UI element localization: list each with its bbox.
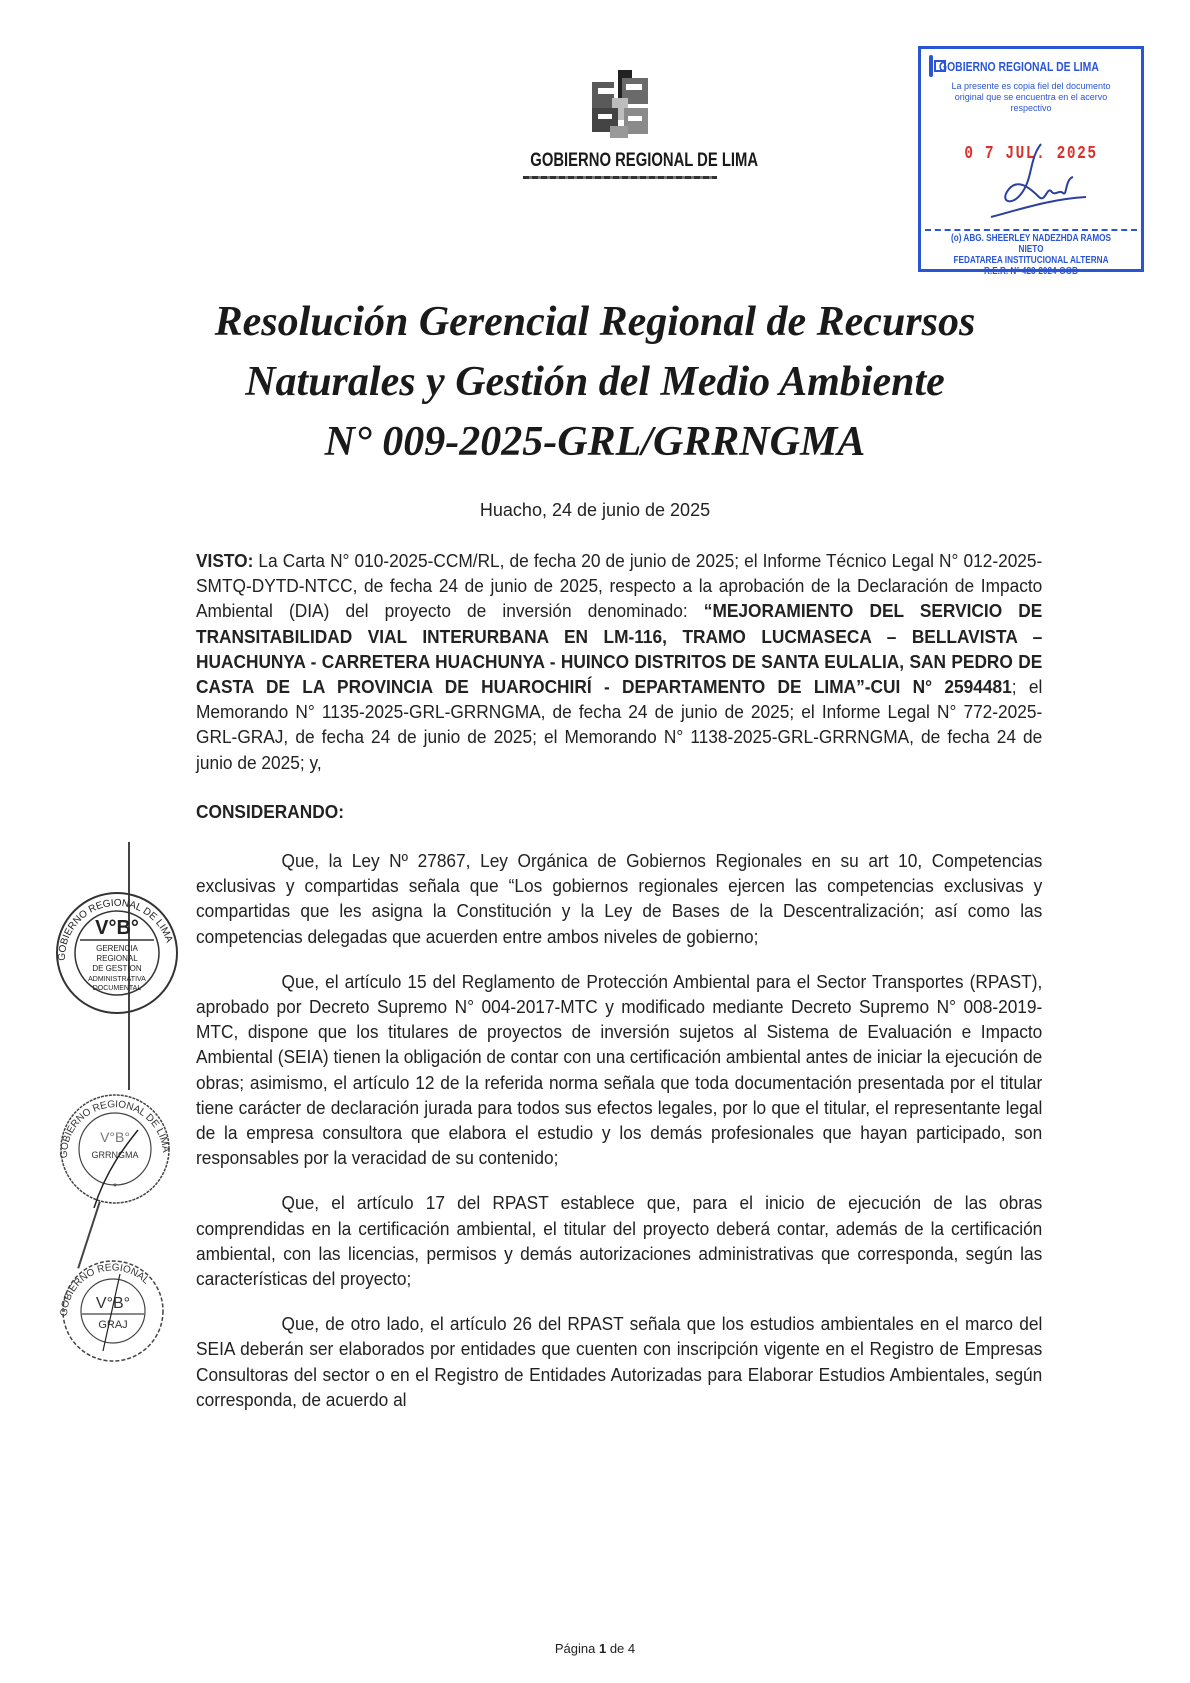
stamp-divider bbox=[925, 229, 1137, 231]
stamp-copy-note-1: La presente es copia fiel del documento bbox=[951, 81, 1111, 91]
seal-1-line: DE GESTION bbox=[92, 964, 142, 973]
header-rule bbox=[523, 176, 717, 179]
seal-1-ring-text: GOBIERNO REGIONAL DE LIMA bbox=[56, 897, 175, 961]
svg-text:*: * bbox=[113, 1182, 117, 1193]
considerando-paragraph: Que, el artículo 17 del RPAST establece que, para el inicio de ejecución de las obras comprendidas en la certificación ambiental, el titular del proyecto deberá contar, además de la certificación ambiental, con las licencias, permisos y demás autorizaciones administrativas que corresponda, según las características del proyecto; bbox=[196, 1192, 1043, 1290]
logo-text: GOBIERNO REGIONAL DE LIMA bbox=[530, 150, 759, 171]
considerando-paragraph: Que, de otro lado, el artículo 26 del RPAST señala que los estudios ambientales en el marco del SEIA deberán ser elaborados por entidades que cuenten con inscripción vigente en el Registro de Empresas Consultoras del sector o en el Registro de Entidades Autorizadas para Elaborar Estudios Ambientales, según corresponda, de acuerdo al bbox=[196, 1313, 1043, 1410]
seal-vb-gerencia-gestion-documental bbox=[52, 888, 182, 1018]
place-date: Huacho, 24 de junio de 2025 bbox=[479, 500, 711, 520]
visto-project-name: “MEJORAMIENTO DEL SERVICIO DE TRANSITABILIDAD VIAL INTERURBANA EN LM-116, TRAMO LUCMASECA – BELLAVISTA – HUACHUNYA - CARRETERA HUACHUNYA - HUINCO DISTRITOS DE SANTA EULALIA, SAN PEDRO DE CASTA DE LA PROVINCIA DE HUAROCHIRÍ - DEPARTAMENTO DE LIMA”-CUI N° 2594481 bbox=[196, 600, 1043, 698]
considerando-paragraph: Que, la Ley Nº 27867, Ley Orgánica de Gobiernos Regionales en su art 10, Competencias exclusivas y compartidas señala que “Los gobiernos regionales ejercen las competencias exclusivas y compartidas que les asigna la Constitución y la Ley de Bases de la Descentralización; así como las competencias delegadas que acuerden entre ambos niveles de gobierno; bbox=[196, 850, 1043, 947]
stamp-copy-note-2: original que se encuentra en el acervo bbox=[954, 92, 1108, 102]
title-line-3: N° 009-2025-GRL/GRRNGMA bbox=[324, 419, 866, 465]
notary-certification-stamp bbox=[918, 46, 1144, 277]
visto-label: VISTO: bbox=[196, 550, 254, 571]
seal-3-vb: V°B° bbox=[95, 1295, 131, 1312]
stamp-copy-note-3: respectivo bbox=[1010, 103, 1052, 113]
signature-icon bbox=[981, 139, 1091, 219]
visto-text-2: ; el Memorando N° 1135-2025-GRL-GRRNGMA, de fecha 24 de junio de 2025; el Informe Legal N° 772-2025-GRL-GRAJ, de fecha 24 de junio de 2025; el Memorando N° 1138-2025-GRL-GRRNGMA, de fecha 24 de junio de 2025; y, bbox=[196, 676, 1043, 773]
institution-logo bbox=[505, 68, 759, 179]
visto-paragraph bbox=[196, 548, 1042, 775]
stamp-org: GOBIERNO REGIONAL DE LIMA bbox=[939, 58, 1099, 74]
seal-2-vb: V°B° bbox=[100, 1129, 130, 1145]
seal-1-line: ADMINISTRATIVA bbox=[88, 976, 146, 983]
title-line-1: Resolución Gerencial Regional de Recursos bbox=[214, 299, 976, 345]
considerando-paragraph: Que, el artículo 15 del Reglamento de Protección Ambiental para el Sector Transportes (RPAST), aprobado por Decreto Supremo N° 004-2017-MTC y modificado mediante Decreto Supremo N° 008-2019-MTC, dispone que los titulares de proyectos de inversión sujetos al Sistema de Evaluación e Impacto Ambiental (SEIA) tienen la obligación de contar con una certificación ambiental antes de iniciar la ejecución de obras; asimismo, el artículo 12 de la referida norma señala que toda documentación presentada por el titular tiene carácter de declaración jurada para todos sus efectos legales, por lo que el titular, el representante legal de la empresa consultora que elabora el estudio y los demás profesionales que hayan participado, son responsables por la veracidad de su contenido; bbox=[196, 970, 1043, 1169]
seal-1-line: DOCUMENTAL bbox=[92, 985, 142, 992]
seal-2-ring-text: GOBIERNO REGIONAL DE LIMA bbox=[58, 1099, 171, 1159]
seal-1-line: REGIONAL bbox=[96, 954, 138, 963]
current-page: 1 bbox=[598, 1641, 607, 1656]
stamp-notary-name: (o) ABG. SHEERLEY NADEZHDA RAMOS NIETO bbox=[950, 233, 1112, 255]
seal-3-ring-text: GOBIERNO REGIONAL bbox=[58, 1262, 152, 1317]
seal-3-office: GRAJ bbox=[98, 1319, 128, 1331]
logo-emblem-icon bbox=[588, 68, 652, 140]
resolution-title bbox=[150, 292, 1040, 472]
seal-1-line: GERENCIA bbox=[96, 944, 138, 953]
stamp-logo-icon bbox=[929, 55, 933, 77]
title-line-2: Naturales y Gestión del Medio Ambiente bbox=[245, 359, 945, 405]
total-pages: 4 bbox=[627, 1641, 636, 1656]
page-prefix: Página bbox=[554, 1641, 599, 1656]
stamp-date: 0 7 JUL. 2025 bbox=[964, 144, 1098, 164]
seal-vb-grrngma bbox=[56, 1090, 174, 1208]
visto-text-1: La Carta N° 010-2025-CCM/RL, de fecha 20 de junio de 2025; el Informe Técnico Legal N° 012-2025-SMTQ-DYTD-NTCC, de fecha 24 de junio de 2025, respecto a la aprobación de la Declaración de Impacto Ambiental (DIA) del proyecto de inversión denominado: bbox=[196, 550, 1043, 622]
document-body bbox=[196, 548, 1042, 1432]
seal-vb-graj bbox=[58, 1256, 168, 1366]
considerando-heading: CONSIDERANDO: bbox=[196, 800, 344, 822]
page-mid: de bbox=[606, 1641, 628, 1656]
seal-2-office: GRRNGMA bbox=[91, 1150, 139, 1160]
page-number bbox=[0, 1641, 1190, 1656]
stamp-notary-reg: R.E.R. N° 423-2024-GOB bbox=[984, 266, 1078, 277]
stamp-notary-role: FEDATAREA INSTITUCIONAL ALTERNA bbox=[953, 255, 1109, 266]
seal-1-vb: V°B° bbox=[95, 917, 139, 939]
